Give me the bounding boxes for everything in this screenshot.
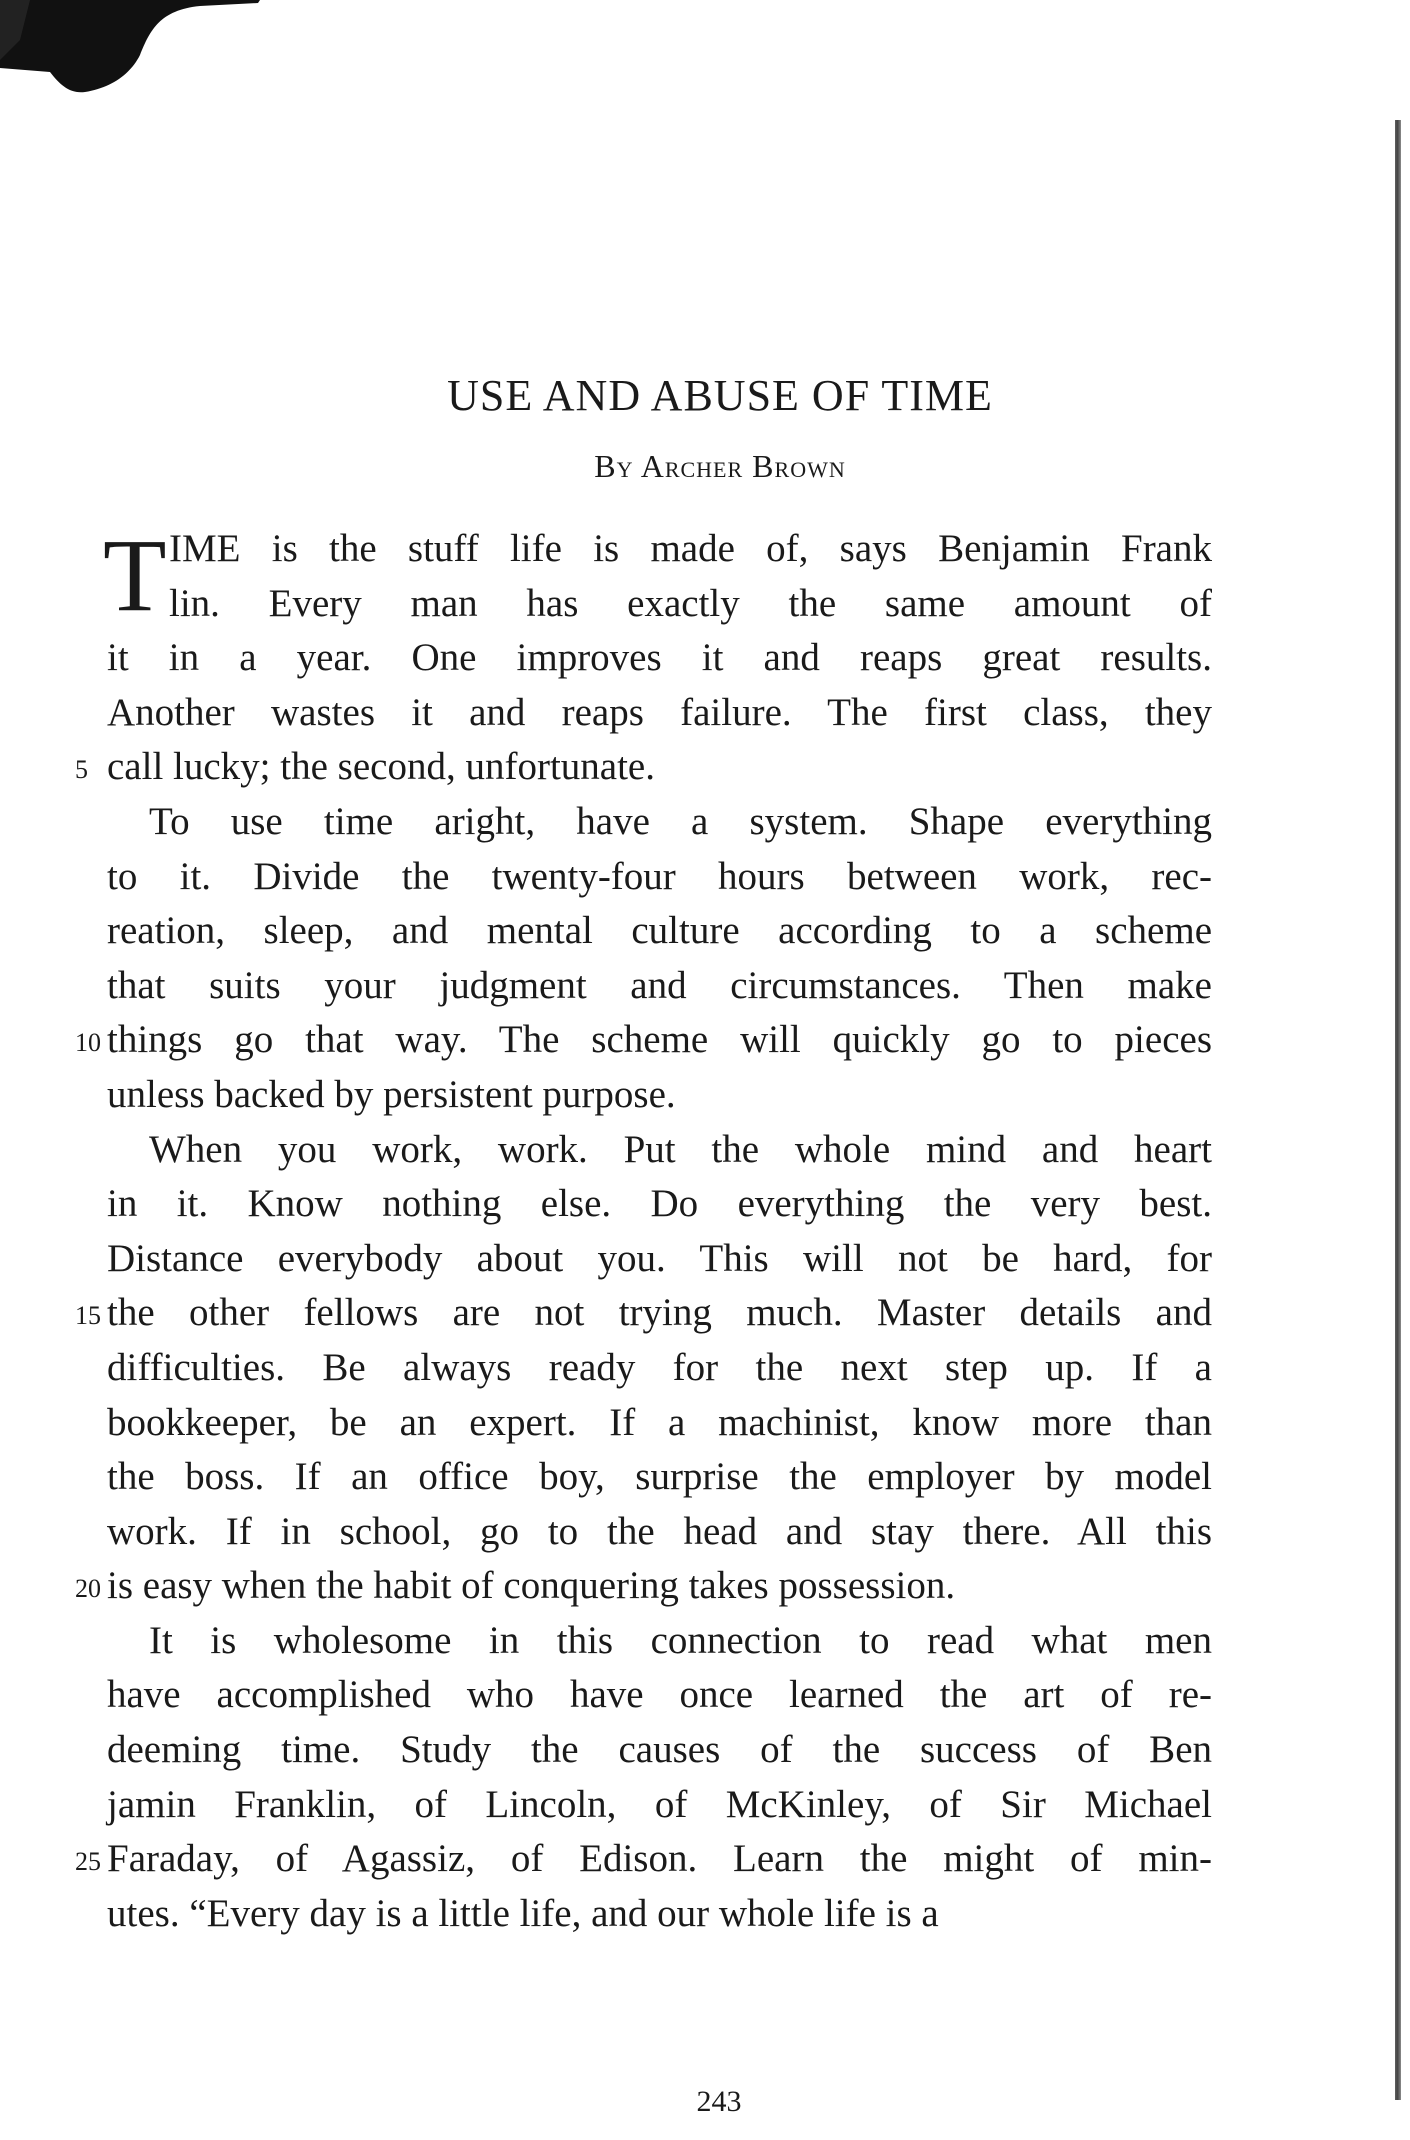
text-line [107, 1450, 1212, 1505]
line-text: utes. “Every day is a little life, and our whole life is a [107, 1891, 939, 1935]
text-line [107, 1668, 1212, 1723]
line-text: bookkeeper, be an expert. If a machinist, know more than [107, 1400, 1212, 1444]
line-text: it in a year. One improves it and reaps great results. [107, 636, 1212, 680]
line-number: 20 [75, 1574, 101, 1604]
line-text: in it. Know nothing else. Do everything the very best. [107, 1182, 1212, 1226]
text-line [107, 1177, 1212, 1232]
text-line [107, 850, 1212, 905]
line-text: IME is the stuff life is made of, says Benjamin Frank [169, 527, 1212, 570]
page-number: 243 [696, 2085, 742, 2118]
text-line [107, 795, 1212, 850]
text-line [107, 1341, 1212, 1396]
line-text: To use time aright, have a system. Shape everything [149, 799, 1212, 843]
line-text: deeming time. Study the causes of the success of Ben [107, 1728, 1212, 1772]
article-body [75, 518, 1212, 1941]
line-text: Distance everybody about you. This will not be hard, for [107, 1236, 1212, 1280]
text-line [75, 1013, 1212, 1068]
line-text: Faraday, of Agassiz, of Edison. Learn the might of min- [107, 1837, 1212, 1881]
line-text: It is wholesome in this connection to read what men [149, 1618, 1212, 1662]
text-line [107, 959, 1212, 1014]
line-text: the other fellows are not trying much. Master details and [107, 1291, 1212, 1335]
line-text: reation, sleep, and mental culture according to a scheme [107, 909, 1212, 953]
text-line [107, 522, 1212, 577]
text-line [107, 904, 1212, 959]
line-text: When you work, work. Put the whole mind and heart [149, 1127, 1212, 1171]
line-number: 5 [75, 755, 88, 785]
line-number: 25 [75, 1847, 101, 1877]
line-text: Another wastes it and reaps failure. The first class, they [107, 690, 1212, 734]
line-text: things go that way. The scheme will quickly go to pieces [107, 1018, 1212, 1062]
text-line [107, 686, 1212, 741]
text-line [107, 1396, 1212, 1451]
line-text: lin. Every man has exactly the same amount of [169, 581, 1212, 625]
line-text: call lucky; the second, unfortunate. [107, 745, 655, 789]
line-text: the boss. If an office boy, surprise the employer by model [107, 1455, 1212, 1499]
text-line [107, 577, 1212, 632]
scan-corner-artifact [0, 0, 260, 95]
line-text: work. If in school, go to the head and stay there. All this [107, 1509, 1212, 1553]
line-number: 15 [75, 1301, 101, 1331]
line-text: have accomplished who have once learned the art of re- [107, 1673, 1212, 1717]
text-line [107, 1778, 1212, 1833]
text-line [75, 1832, 1212, 1887]
line-text: jamin Franklin, of Lincoln, of McKinley, of Sir Michael [107, 1782, 1212, 1826]
line-text: is easy when the habit of conquering takes possession. [107, 1564, 956, 1608]
article-byline: By Archer Brown [594, 448, 846, 484]
text-line [75, 1286, 1212, 1341]
text-line [107, 1723, 1212, 1778]
line-text: unless backed by persistent purpose. [107, 1072, 676, 1116]
text-line [75, 740, 1212, 795]
text-line [75, 1559, 1212, 1614]
line-text: that suits your judgment and circumstances. Then make [107, 963, 1212, 1007]
drop-cap: T [103, 518, 167, 633]
line-number: 10 [75, 1028, 101, 1058]
text-line [107, 631, 1212, 686]
text-line [107, 1505, 1212, 1560]
line-text: difficulties. Be always ready for the next step up. If a [107, 1345, 1212, 1389]
text-line [107, 1614, 1212, 1669]
text-line [107, 1068, 1212, 1123]
line-text: to it. Divide the twenty-four hours between work, rec- [107, 854, 1212, 898]
text-line [107, 1123, 1212, 1178]
article-title: USE AND ABUSE OF TIME [447, 371, 993, 420]
text-line [107, 1232, 1212, 1287]
text-line [107, 1887, 1212, 1942]
